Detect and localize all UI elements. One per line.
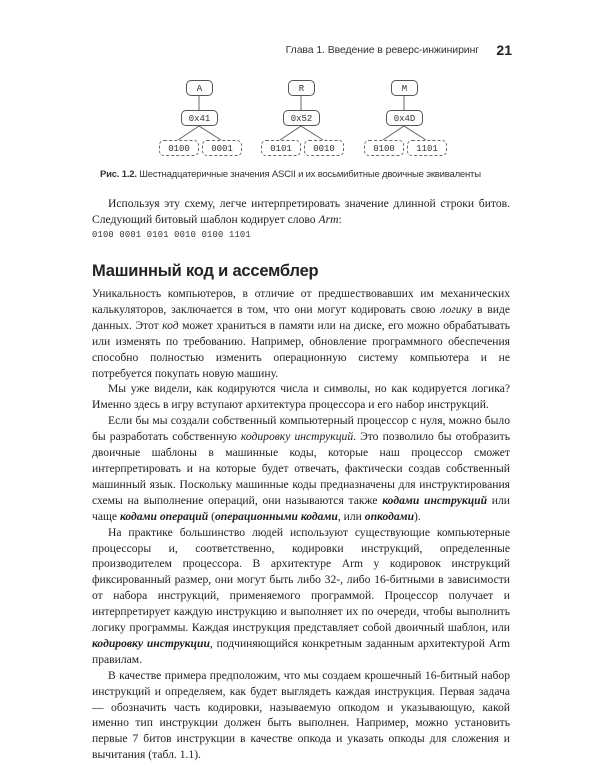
section-title: Машинный код и ассемблер [92,262,319,280]
paragraph-5: В качестве примера предположим, что мы создаем крошечный 16-битный набор инструкций и определяем, как будет выглядеть каждая инструкция. Первая задача — обозначить часть кодировки, называемую опкодом и указывающую, какой именно тип инструкции должен быть выполнен. Например, можно установить первые 7 битов инструкции в качестве опкода и указать опкоды для сложения и вычитания (табл. 1.1). [92,668,510,762]
figure-caption [100,169,550,180]
hex-node-r: 0x52 [283,110,320,126]
bits-node-m-low: 1101 [407,140,447,156]
bits-node-r-low: 0010 [304,140,344,156]
intro-paragraph: Используя эту схему, легче интерпретировать значение длинной строки битов. Следующий битовый шаблон кодирует слово Arm: [92,197,510,226]
letter-node-r: R [288,80,315,96]
paragraph-4: На практике большинство людей используют существующие компьютерные процессоры и, соответственно, кодировки инструкций, определенные производителем процессора. В архитектуре Arm у кодировок инструкций фиксированный размер, они могут быть либо 32-, либо 16-битными в зависимости от набора инструкций, применяемого программой. Процессор получает и интерпретирует каждую инструкцию и выполняет их по очереди, чтобы выполнить логику программы. Каждая инструкция представляет собой двоичный шаблон, или кодировку инструкции, подчиняющийся конкретным заданным архитектурой Arm правилам. [92,525,510,666]
hex-node-m: 0x4D [386,110,423,126]
bits-node-m-high: 0100 [364,140,404,156]
page-number: 21 [496,42,512,58]
bits-node-a-high: 0100 [159,140,199,156]
paragraph-1: Уникальность компьютеров, в отличие от предшествовавших им механических калькуляторов, заключается в том, что они могут кодировать свою логику в виде данных. Этот код может храниться в памяти или на диске, его можно обрабатывать или изменять по требованию. Например, обновление программного обеспечения способно полностью изменить операционную систему компьютера и не потребуется покупать новую машину. [92,287,511,380]
paragraph-2: Мы уже видели, как кодируются числа и символы, но как кодируется логика? Именно здесь в игру вступают архитектура процессора и его набор инструкций. [92,382,510,412]
caption-label: Рис. 1.2. [100,169,137,180]
paragraph-3: Если бы мы создали собственный компьютерный процессор с нуля, можно было бы разработать собственную кодировку инструкций. Это позволило бы отобразить двоичные шаблоны в машинные коды, которые наш процессор сможет интерпретировать и на которые будет отвечать, фактически создав собственный машинный язык. Поскольку машинные коды предназначены для инструктирования схемы на выполнение операций, они называются также кодами инструкций или чаще кодами операций (операционными кодами, или опкодами). [92,414,510,523]
chapter-title: Глава 1. Введение в реверс-инжиниринг [285,44,479,56]
bits-node-r-high: 0101 [261,140,301,156]
word-arm: Arm [318,212,339,226]
bits-node-a-low: 0001 [202,140,242,156]
letter-node-m: M [391,80,418,96]
letter-node-a: A [186,80,213,96]
figure-ascii-hex-binary [0,0,600,160]
main-body-text [92,286,510,763]
caption-text: Шестнадцатеричные значения ASCII и их восьмибитные двоичные эквиваленты [136,169,481,180]
bit-pattern-code: 0100 0001 0101 0010 0100 1101 [92,230,251,240]
hex-node-a: 0x41 [181,110,218,126]
